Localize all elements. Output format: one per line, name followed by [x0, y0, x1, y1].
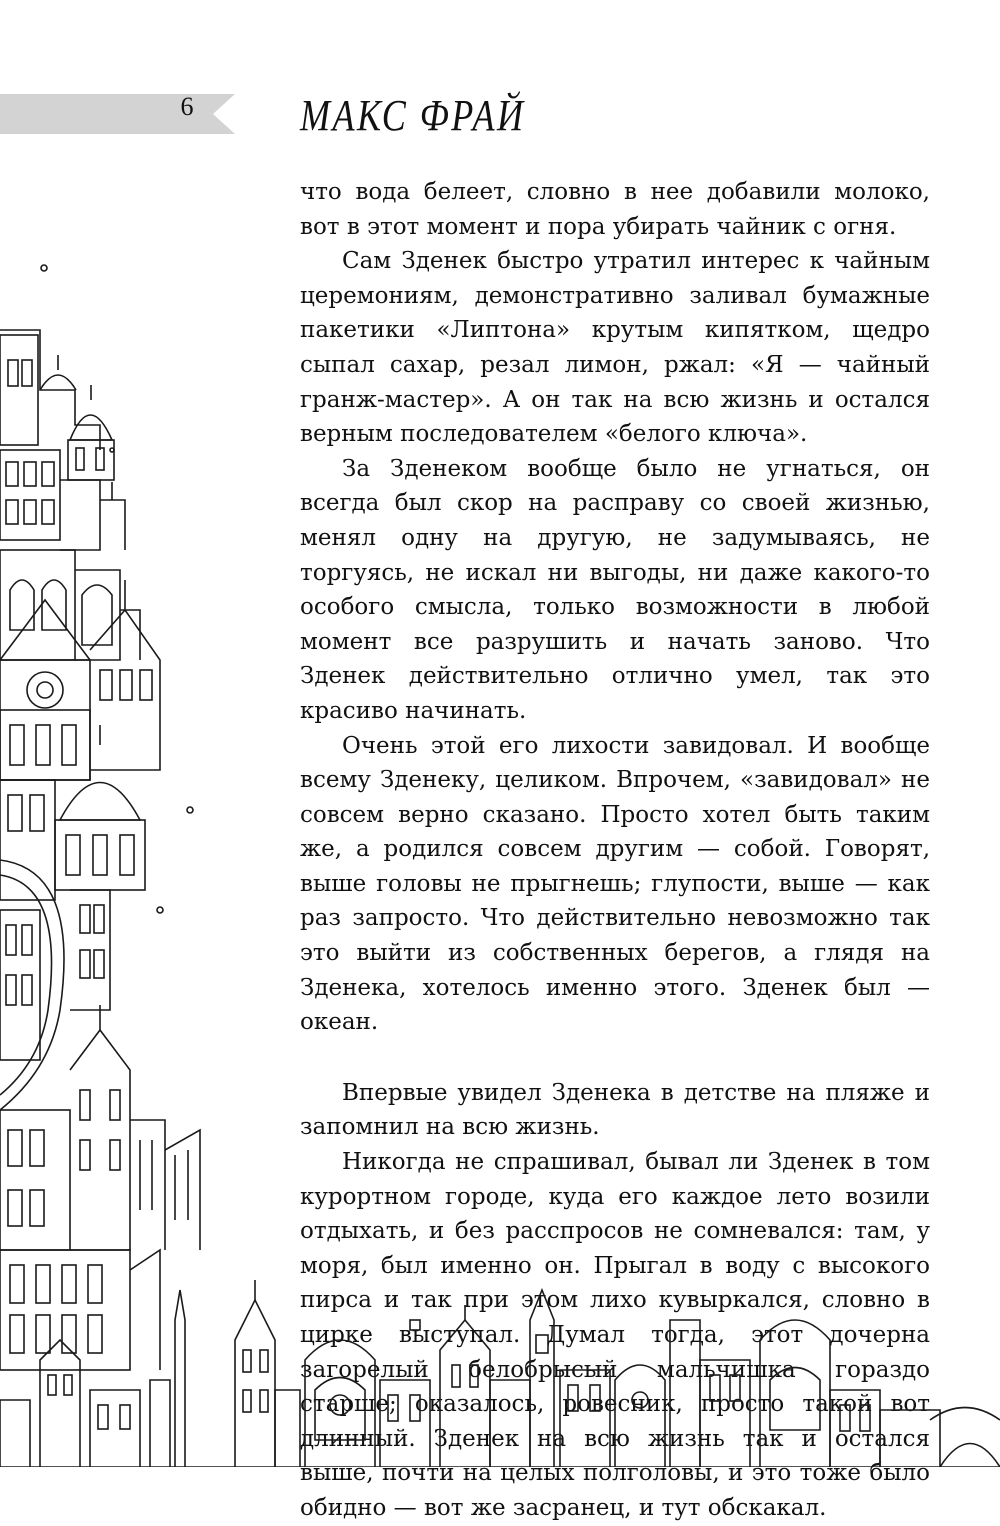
- paragraph: что вода белеет, словно в нее добавили молоко, вот в этот момент и пора убирать чайник с огня.: [300, 179, 930, 240]
- paragraph: Никогда не спрашивал, бывал ли Зденек в том курортном городе, куда его каждое лето возили отдыхать, и без расспросов не сомневался: там, у моря, был именно он. Прыгал в воду с высокого пирса и так при этом лихо кувыркался, словно в цирке выступал. Думал тогда, этот дочерна загорелый белобрысый мальчишка гораздо старше; оказалось, ровесник, просто такой вот длинный. Зденек на всю жизнь так и остался выше, почти на целых полголовы, и это тоже было обидно — вот же засранец, и тут обскакал.: [300, 1149, 930, 1521]
- paragraph: Впервые увидел Зденека в детстве на пляже и запомнил на всю жизнь.: [300, 1079, 930, 1141]
- paragraph: Очень этой его лихости завидовал. И вообще всему Зденеку, целиком. Впрочем, «завидовал» не совсем верно сказано. Просто хотел быть таким же, а родился совсем другим — собой. Говорят, выше головы не прыгнешь; глупости, выше — как раз запросто. Что действительно невозможно так это выйти из собственных берегов, а глядя на Зденека, хотелось именно этого. Зденек был — океан.: [300, 732, 930, 1036]
- page-number: 6: [180, 92, 194, 121]
- paragraph: За Зденеком вообще было не угнаться, он всегда был скор на расправу со своей жизнью, менял одну на другую, не задумываясь, не торгуясь, не искал ни выгоды, ни даже какого-то особого смысла, только возможности в любой момент все разрушить и начать заново. Что Зденек действительно отлично умел, так это красиво начинать.: [300, 455, 930, 724]
- paragraph: Сам Зденек быстро утратил интерес к чайным церемониям, демонстративно заливал бумажные пакетики «Липтона» крутым кипятком, щедро сыпал сахар, резал лимон, ржал: «Я — чайный гранж-мастер». А он так на всю жизнь и остался верным последователем «белого ключа».: [300, 248, 930, 448]
- section-break: [300, 1040, 930, 1076]
- cityscape-bottom-illustration: [0, 1280, 1000, 1467]
- author-header: МАКС ФРАЙ: [300, 91, 526, 140]
- page-tab: [0, 76, 235, 140]
